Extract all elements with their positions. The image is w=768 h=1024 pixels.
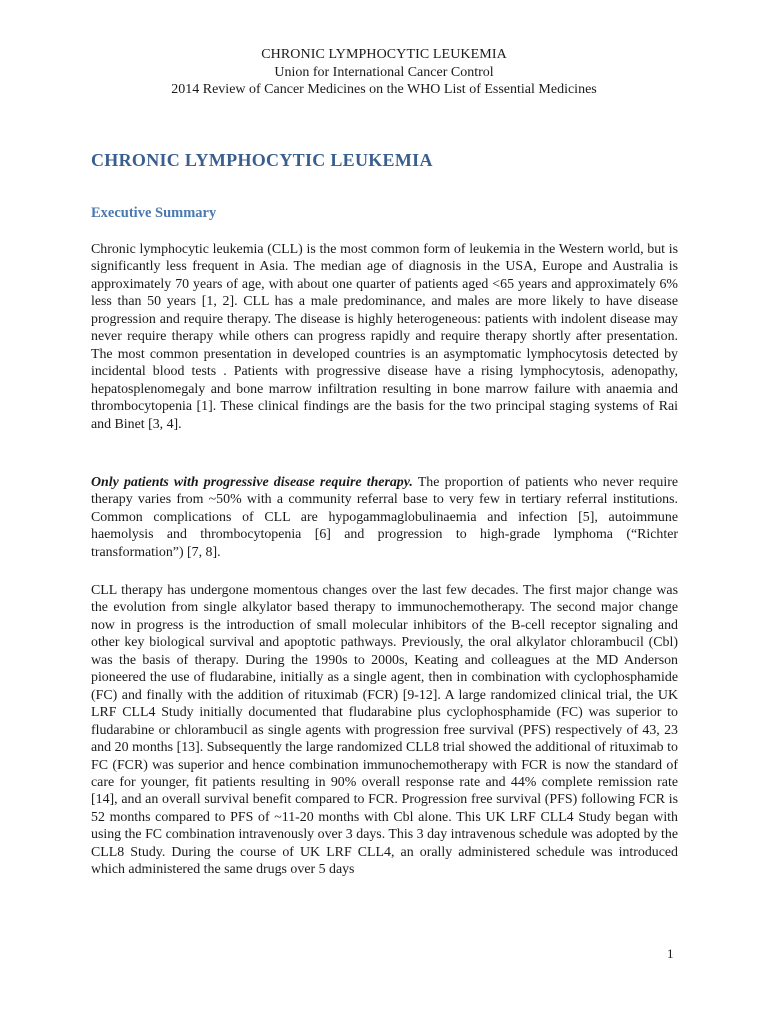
paragraph-therapy-requirement (91, 474, 678, 561)
paragraph-body: The proportion of patients who never require therapy varies from ~50% with a community referral base to very few in tertiary referral institutions. Common complications of CLL are hypogammaglobulinaemia and infection [5], autoimmune haemolysis and thrombocytopenia [6] and progression to high-grade lymphoma (“Richter transformation”) [7, 8]. (91, 475, 679, 560)
header-title: CHRONIC LYMPHOCYTIC LEUKEMIA (261, 47, 507, 62)
document-title: CHRONIC LYMPHOCYTIC LEUKEMIA (91, 150, 433, 170)
header-review: 2014 Review of Cancer Medicines on the WHO List of Essential Medicines (171, 82, 597, 98)
page-number: 1 (667, 946, 674, 961)
section-title-executive-summary: Executive Summary (91, 205, 217, 221)
paragraph-lead-sentence: Only patients with progressive disease require therapy. (91, 475, 413, 490)
running-header (0, 46, 768, 99)
paragraph-intro: Chronic lymphocytic leukemia (CLL) is the most common form of leukemia in the Western world, but is significantly less frequent in Asia. The median age of diagnosis in the USA, Europe and Australia is approximately 70 years of age, with about one quarter of patients aged <65 years and approximately 6% less than 50 years [1, 2]. CLL has a male predominance, and males are more likely to have disease progression and require therapy. The disease is highly heterogeneous: patients with indolent disease may never require therapy while others can progress rapidly and require therapy shortly after presentation. The most common presentation in developed countries is an asymptomatic lymphocytosis detected by incidental blood tests . Patients with progressive disease have a rising lymphocytosis, adenopathy, hepatosplenomegaly and bone marrow infiltration resulting in bone marrow failure with anaemia and thrombocytopenia [1]. These clinical findings are the basis for the two principal staging systems of Rai and Binet [3, 4]. (91, 242, 678, 432)
paragraph-therapy-history: CLL therapy has undergone momentous changes over the last few decades. The first major change was the evolution from single alkylator based therapy to immunochemotherapy. The second major change now in progress is the introduction of small molecular inhibitors of the B-cell receptor signaling and other key biological survival and apoptotic pathways. Previously, the oral alkylator chlorambucil (Cbl) was the basis of therapy. During the 1990s to 2000s, Keating and colleagues at the MD Anderson pioneered the use of fludarabine, initially as a single agent, then in combination with cyclophosphamide (FC) and finally with the addition of rituximab (FCR) [9-12]. A large randomized clinical trial, the UK LRF CLL4 Study initially documented that fludarabine plus cyclophosphamide (FC) was superior to fludarabine or chlorambucil as single agents with progression free survival (PFS) respectively of 43, 23 and 20 months [13]. Subsequently the large randomized CLL8 trial showed the additional of rituximab to FC (FCR) was superior and hence combination immunochemotherapy with FCR is now the standard of care for younger, fit patients resulting in 90% overall response rate and 44% complete remission rate [14], and an overall survival benefit compared to FCR. Progression free survival (PFS) following FCR is 52 months compared to PFS of ~11-20 months with Cbl alone. This UK LRF CLL4 Study began with using the FC combination intravenously over 3 days. This 3 day intravenous schedule was adopted by the CLL8 Study. During the course of UK LRF CLL4, an orally administered schedule was introduced which administered the same drugs over 5 days (91, 583, 678, 878)
header-organization: Union for International Cancer Control (274, 64, 494, 80)
